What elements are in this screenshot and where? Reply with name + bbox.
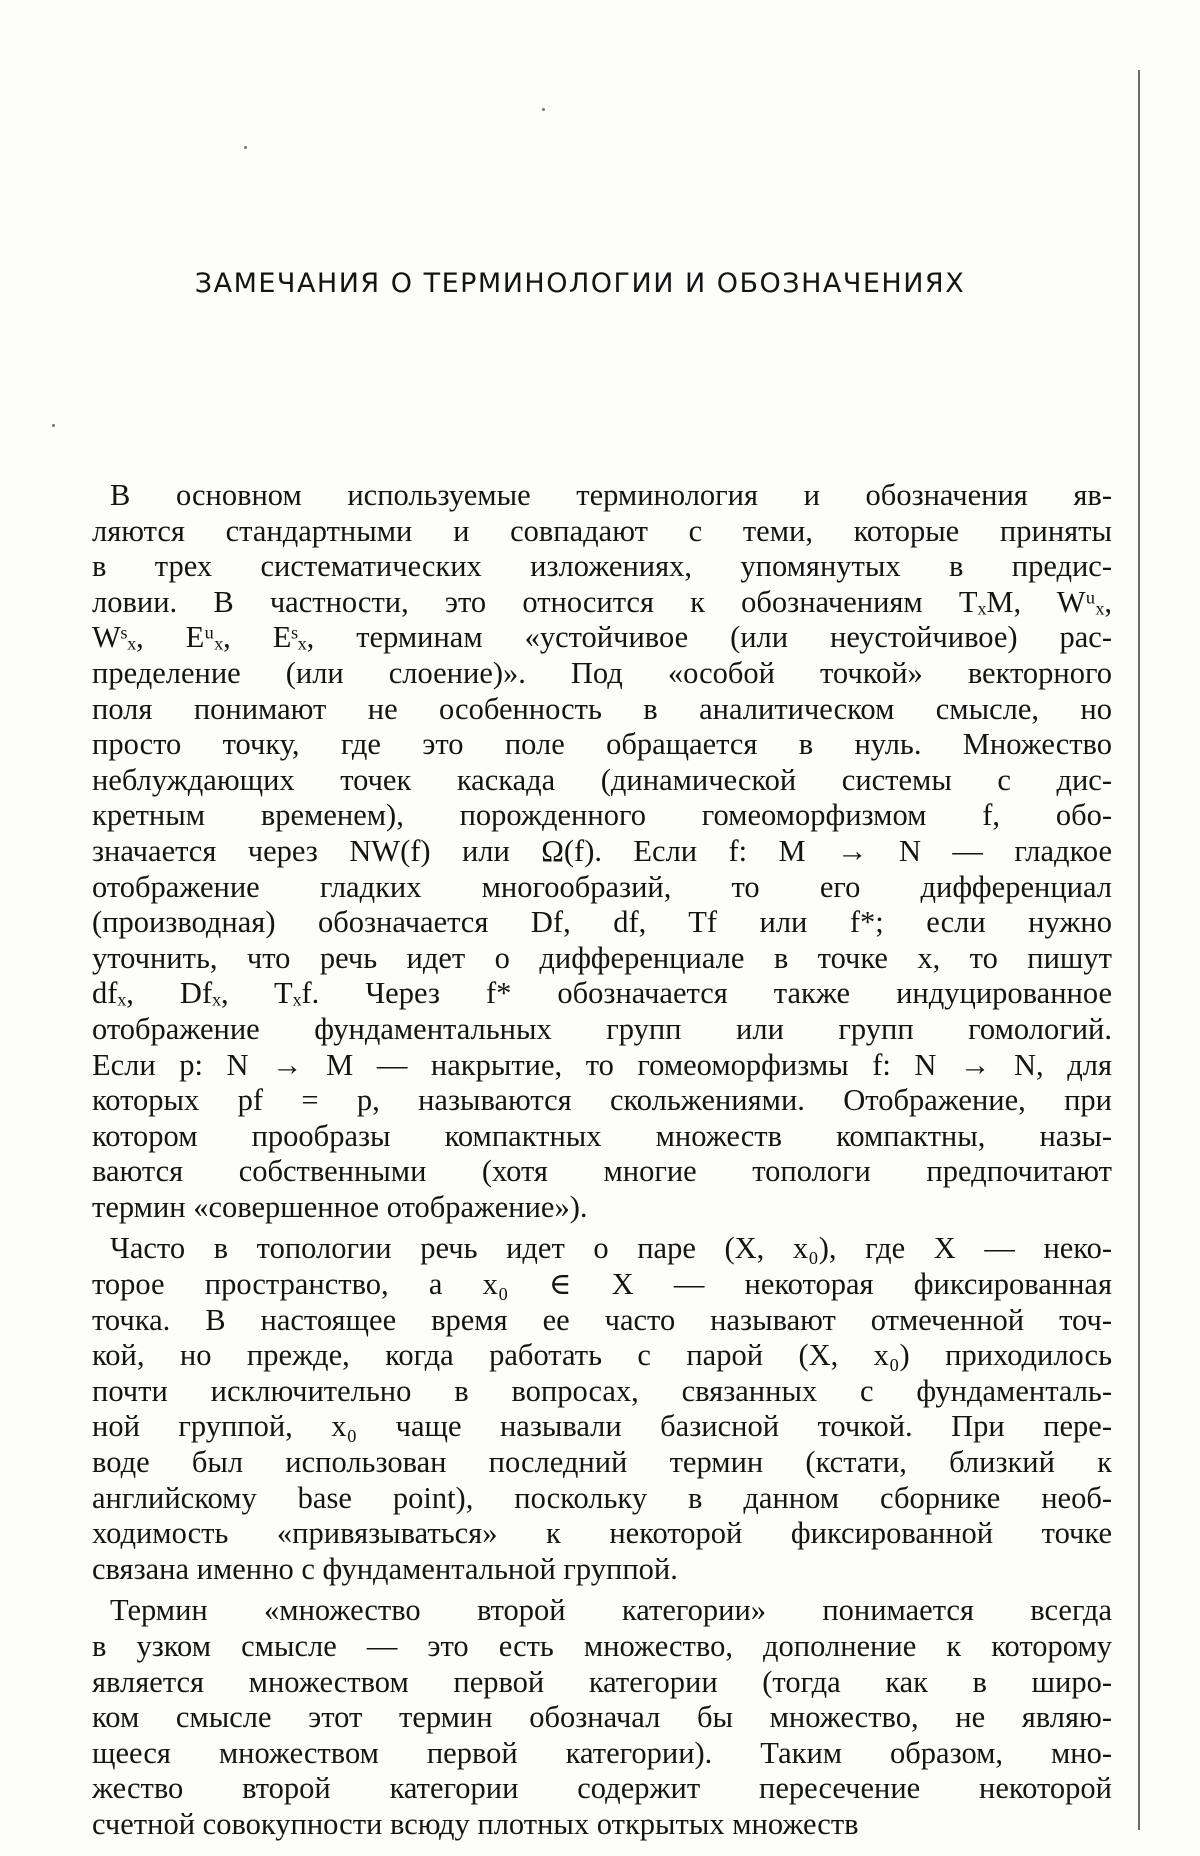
text-line: почти исключительно в вопросах, связанных с фундаменталь- xyxy=(92,1373,1112,1408)
text-line: ловии. В частности, это относится к обозначениям TₓM, Wᵘₓ, xyxy=(92,584,1112,619)
text-line: отображение фундаментальных групп или групп гомологий. xyxy=(92,1011,1112,1046)
text-line: dfₓ, Dfₓ, Tₓf. Через f* обозначается также индуцированное xyxy=(92,976,1112,1011)
text-line: котором прообразы компактных множеств компактны, назы- xyxy=(92,1118,1112,1153)
text-line: Часто в топологии речь идет о паре (X, x₀), где X — неко- xyxy=(110,1231,1112,1266)
text-line: которых pf = p, называются скольжениями. Отображение, при xyxy=(92,1083,1112,1118)
text-line: (производная) обозначается Df, df, Tf или f*; если нужно xyxy=(92,905,1112,940)
text-line: воде был использован последний термин (кстати, близкий к xyxy=(92,1445,1112,1480)
text-line: просто точку, где это поле обращается в нуль. Множество xyxy=(92,727,1112,762)
text-line: ляются стандартными и совпадают с теми, которые приняты xyxy=(92,513,1112,548)
text-line: жество второй категории содержит пересечение некоторой xyxy=(92,1771,1112,1806)
text-line: термин «совершенное отображение»). xyxy=(92,1189,588,1224)
text-line: счетной совокупности всюду плотных открытых множеств xyxy=(92,1806,859,1841)
text-line: кретным временем), порожденного гомеоморфизмом f, обо- xyxy=(92,798,1112,833)
text-line: в трех систематических изложениях, упомянутых в предис- xyxy=(92,549,1112,584)
text-line: ходимость «привязываться» к некоторой фиксированной точке xyxy=(92,1516,1112,1551)
text-line: кой, но прежде, когда работать с парой (X, x₀) приходилось xyxy=(92,1338,1112,1373)
text-line: торое пространство, а x₀ ∈ X — некоторая фиксированная xyxy=(92,1267,1112,1302)
text-line: щееся множеством первой категории). Таким образом, мно- xyxy=(92,1735,1112,1770)
text-line: В основном используемые терминология и обозначения яв- xyxy=(110,478,1112,512)
text-line: поля понимают не особенность в аналитическом смысле, но xyxy=(92,691,1112,726)
text-line: значается через NW(f) или Ω(f). Если f: M → N — гладкое xyxy=(92,833,1112,868)
text-line: связана именно с фундаментальной группой. xyxy=(92,1551,678,1586)
paragraph-base-point xyxy=(92,1231,1112,1587)
text-line: является множеством первой категории (тогда как в широ- xyxy=(92,1664,1112,1699)
scan-speck xyxy=(542,108,545,111)
paragraph-second-category xyxy=(92,1593,1112,1842)
text-line: Wˢₓ, Eᵘₓ, Eˢₓ, терминам «устойчивое (или неустойчивое) рас- xyxy=(92,620,1112,655)
text-line: Если p: N → M — накрытие, то гомеоморфизмы f: N → N, для xyxy=(92,1047,1112,1082)
text-line: пределение (или слоение)». Под «особой точкой» векторного xyxy=(92,655,1112,690)
text-line: уточнить, что речь идет о дифференциале в точке x, то пишут xyxy=(92,940,1112,975)
text-line: ком смысле этот термин обозначал бы множество, не являю- xyxy=(92,1700,1112,1735)
page-edge-rule xyxy=(1138,70,1140,1830)
scan-speck xyxy=(244,146,247,149)
text-line: английскому base point), поскольку в данном сборнике необ- xyxy=(92,1480,1112,1515)
body-text xyxy=(92,478,1112,1849)
page-heading: ЗАМЕЧАНИЯ О ТЕРМИНОЛОГИИ И ОБОЗНАЧЕНИЯХ xyxy=(194,268,966,299)
scan-speck xyxy=(52,424,55,427)
text-line: неблуждающих точек каскада (динамической системы с дис- xyxy=(92,762,1112,797)
text-line: точка. В настоящее время ее часто называют отмеченной точ- xyxy=(92,1302,1112,1337)
text-line: в узком смысле — это есть множество, дополнение к которому xyxy=(92,1629,1112,1663)
text-line: отображение гладких многообразий, то его дифференциал xyxy=(92,869,1112,904)
paragraph-notation xyxy=(92,478,1112,1225)
text-line: ваются собственными (хотя многие топологи предпочитают xyxy=(92,1154,1112,1189)
text-line: ной группой, x₀ чаще называли базисной точкой. При пере- xyxy=(92,1409,1112,1444)
text-line: Термин «множество второй категории» понимается всегда xyxy=(110,1593,1112,1628)
